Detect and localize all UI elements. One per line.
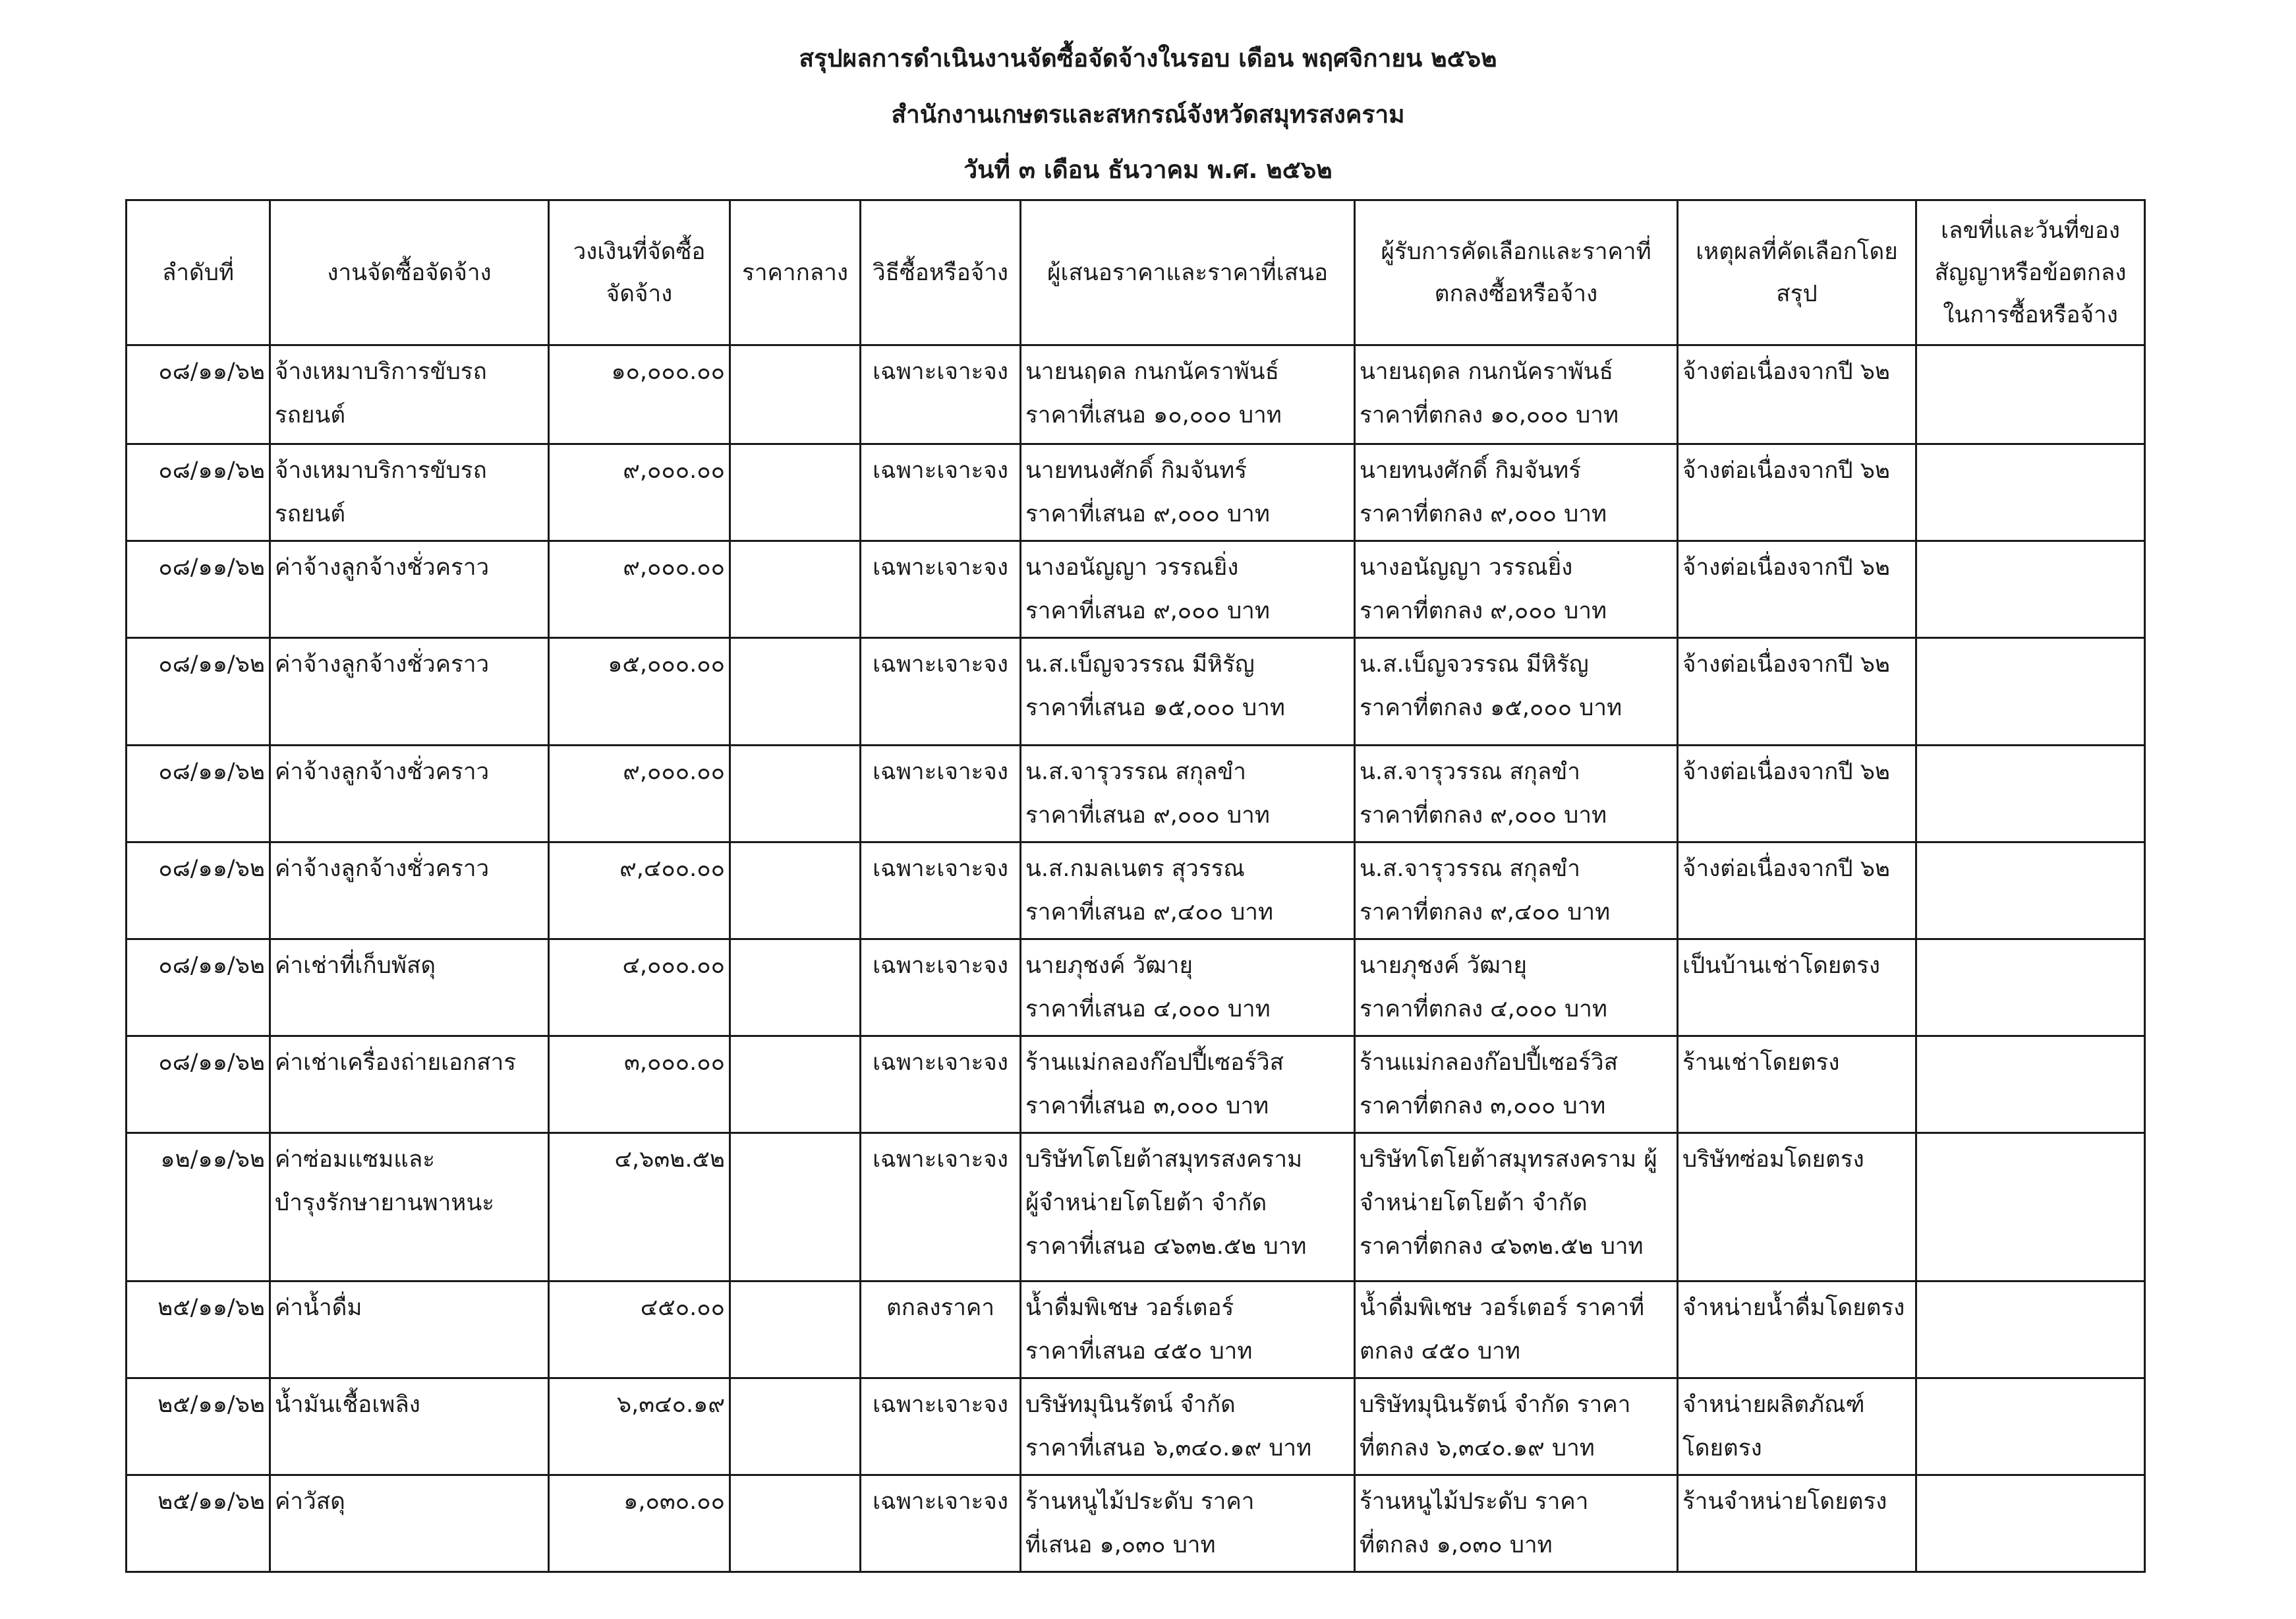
- cell-ref-price: [730, 1281, 861, 1378]
- cell-bidder: [1021, 746, 1355, 842]
- cell-text-bidder-2: ราคาที่เสนอ ๔,๐๐๐ บาท: [1025, 996, 1271, 1022]
- cell-text-method: เฉพาะเจาะจง: [873, 856, 1008, 882]
- cell-text-bidder-1: ร้านหนูไม้ประดับ ราคา: [1025, 1488, 1255, 1515]
- cell-text-budget: ๑๕,๐๐๐.๐๐: [608, 651, 725, 678]
- table-row: [127, 444, 2145, 541]
- cell-text-winner-1: น.ส.เบ็ญจวรรณ มีหิรัญ: [1360, 651, 1589, 678]
- cell-text-bidder-1: บริษัทมุนินรัตน์ จำกัด: [1025, 1392, 1236, 1418]
- cell-date: [127, 638, 270, 746]
- cell-bidder: [1021, 541, 1355, 638]
- cell-winner: [1355, 1133, 1678, 1281]
- cell-text-budget: ๓,๐๐๐.๐๐: [624, 1049, 725, 1076]
- cell-reason: [1678, 1378, 1916, 1475]
- cell-budget: [549, 1281, 730, 1378]
- cell-winner: [1355, 1378, 1678, 1475]
- cell-method: [861, 1378, 1021, 1475]
- cell-reason: [1678, 842, 1916, 939]
- cell-text-reason-1: จำหน่ายผลิตภัณฑ์: [1682, 1392, 1865, 1418]
- cell-text-bidder-1: บริษัทโตโยต้าสมุทรสงคราม: [1025, 1146, 1303, 1173]
- cell-text-winner-1: บริษัทโตโยต้าสมุทรสงคราม ผู้: [1360, 1146, 1657, 1173]
- cell-text-winner-2: ราคาที่ตกลง ๙,๐๐๐ บาท: [1360, 501, 1607, 527]
- cell-item: [270, 1378, 549, 1475]
- cell-reason: [1678, 638, 1916, 746]
- cell-text-method: เฉพาะเจาะจง: [873, 457, 1008, 484]
- cell-ref-price: [730, 939, 861, 1036]
- cell-text-winner-1: นายนฤดล กนกนัคราพันธ์: [1360, 359, 1613, 385]
- cell-text-date: ๐๘/๑๑/๖๒: [158, 1049, 265, 1076]
- cell-budget: [549, 1036, 730, 1133]
- cell-date: [127, 746, 270, 842]
- cell-text-bidder-2: ราคาที่เสนอ ๑๐,๐๐๐ บาท: [1025, 402, 1282, 428]
- cell-text-reason-1: จ้างต่อเนื่องจากปี ๖๒: [1682, 359, 1890, 385]
- cell-bidder: [1021, 1475, 1355, 1572]
- cell-text-item-1: ค่าจ้างลูกจ้างชั่วคราว: [275, 759, 490, 785]
- cell-winner: [1355, 1281, 1678, 1378]
- cell-ref-price: [730, 746, 861, 842]
- cell-winner: [1355, 638, 1678, 746]
- cell-reason: [1678, 345, 1916, 444]
- cell-method: [861, 638, 1021, 746]
- cell-text-item-1: ค่าเช่าเครื่องถ่ายเอกสาร: [275, 1049, 517, 1076]
- cell-date: [127, 1378, 270, 1475]
- cell-budget: [549, 1378, 730, 1475]
- cell-contract: [1916, 1133, 2145, 1281]
- cell-text-method: เฉพาะเจาะจง: [873, 759, 1008, 785]
- table-row: [127, 1133, 2145, 1281]
- cell-bidder: [1021, 444, 1355, 541]
- cell-reason: [1678, 1036, 1916, 1133]
- table-row: [127, 939, 2145, 1036]
- cell-text-item-1: ค่าเช่าที่เก็บพัสดุ: [275, 953, 436, 979]
- cell-bidder: [1021, 345, 1355, 444]
- cell-text-date: ๐๘/๑๑/๖๒: [158, 359, 265, 385]
- cell-winner: [1355, 842, 1678, 939]
- cell-text-bidder-2: ผู้จำหน่ายโตโยต้า จำกัด: [1025, 1190, 1267, 1216]
- cell-winner: [1355, 1036, 1678, 1133]
- cell-text-bidder-2: ราคาที่เสนอ ๓,๐๐๐ บาท: [1025, 1093, 1269, 1119]
- cell-text-date: ๐๘/๑๑/๖๒: [158, 554, 265, 581]
- cell-item: [270, 541, 549, 638]
- cell-ref-price: [730, 1378, 861, 1475]
- cell-text-bidder-2: ราคาที่เสนอ ๙,๔๐๐ บาท: [1025, 899, 1274, 926]
- cell-text-item-1: ค่าวัสดุ: [275, 1488, 345, 1515]
- col-header-ref-price: ราคากลาง: [730, 200, 861, 345]
- cell-reason: [1678, 541, 1916, 638]
- cell-contract: [1916, 1036, 2145, 1133]
- cell-text-bidder-1: นางอนัญญา วรรณยิ่ง: [1025, 554, 1239, 581]
- cell-text-item-1: ค่าจ้างลูกจ้างชั่วคราว: [275, 856, 490, 882]
- cell-bidder: [1021, 1133, 1355, 1281]
- cell-reason: [1678, 1281, 1916, 1378]
- cell-text-winner-2: ราคาที่ตกลง ๙,๐๐๐ บาท: [1360, 598, 1607, 624]
- cell-text-winner-1: น้ำดื่มพิเชษ วอร์เตอร์ ราคาที่: [1360, 1295, 1645, 1321]
- cell-method: [861, 939, 1021, 1036]
- cell-item: [270, 444, 549, 541]
- cell-text-winner-1: นายภุชงค์ วัฒายุ: [1360, 953, 1527, 979]
- table-row: [127, 638, 2145, 746]
- cell-text-item-1: น้ำมันเชื้อเพลิง: [275, 1392, 420, 1418]
- cell-text-reason-1: ร้านจำหน่ายโดยตรง: [1682, 1488, 1887, 1515]
- cell-text-winner-1: ร้านแม่กลองก๊อปปี้เซอร์วิส: [1360, 1049, 1618, 1076]
- cell-text-budget: ๖,๓๔๐.๑๙: [616, 1392, 725, 1418]
- cell-bidder: [1021, 842, 1355, 939]
- cell-method: [861, 1133, 1021, 1281]
- cell-contract: [1916, 939, 2145, 1036]
- table-row: [127, 1378, 2145, 1475]
- cell-text-bidder-2: ราคาที่เสนอ ๖,๓๔๐.๑๙ บาท: [1025, 1435, 1312, 1461]
- cell-reason: [1678, 939, 1916, 1036]
- cell-winner: [1355, 746, 1678, 842]
- cell-text-item-1: จ้างเหมาบริการขับรถ: [275, 359, 487, 385]
- report-title: สรุปผลการดำเนินงานจัดซื้อจัดจ้างในรอบ เดือน พฤศจิกายน ๒๕๖๒: [799, 44, 1497, 73]
- cell-text-winner-2: ตกลง ๔๕๐ บาท: [1360, 1338, 1520, 1365]
- cell-text-reason-1: จ้างต่อเนื่องจากปี ๖๒: [1682, 554, 1890, 581]
- cell-text-date: ๒๕/๑๑/๖๒: [158, 1392, 265, 1418]
- cell-text-budget: ๔๕๐.๐๐: [640, 1295, 725, 1321]
- cell-method: [861, 345, 1021, 444]
- cell-text-item-2: รถยนต์: [275, 402, 346, 428]
- cell-text-date: ๒๕/๑๑/๖๒: [158, 1295, 265, 1321]
- cell-text-winner-2: ราคาที่ตกลง ๙,๔๐๐ บาท: [1360, 899, 1611, 926]
- cell-text-winner-1: นายทนงศักดิ์ กิมจันทร์: [1360, 457, 1582, 484]
- cell-text-winner-3: ราคาที่ตกลง ๔๖๓๒.๕๒ บาท: [1360, 1233, 1644, 1260]
- cell-winner: [1355, 444, 1678, 541]
- cell-contract: [1916, 541, 2145, 638]
- cell-text-method: เฉพาะเจาะจง: [873, 554, 1008, 581]
- col-header-order: ลำดับที่: [127, 200, 270, 345]
- cell-budget: [549, 1133, 730, 1281]
- cell-text-reason-1: จ้างต่อเนื่องจากปี ๖๒: [1682, 759, 1890, 785]
- cell-budget: [549, 638, 730, 746]
- cell-contract: [1916, 842, 2145, 939]
- cell-item: [270, 1475, 549, 1572]
- table-row: [127, 1475, 2145, 1572]
- cell-text-method: เฉพาะเจาะจง: [873, 359, 1008, 385]
- cell-text-budget: ๙,๔๐๐.๐๐: [619, 856, 725, 882]
- cell-text-budget: ๔,๐๐๐.๐๐: [622, 953, 725, 979]
- cell-text-bidder-2: ราคาที่เสนอ ๔๕๐ บาท: [1025, 1338, 1253, 1365]
- cell-text-bidder-2: ที่เสนอ ๑,๐๓๐ บาท: [1025, 1532, 1216, 1558]
- cell-method: [861, 1036, 1021, 1133]
- col-header-bidder: ผู้เสนอราคาและราคาที่เสนอ: [1021, 200, 1355, 345]
- cell-text-item-2: รถยนต์: [275, 501, 346, 527]
- cell-date: [127, 842, 270, 939]
- cell-date: [127, 345, 270, 444]
- cell-ref-price: [730, 541, 861, 638]
- cell-method: [861, 1281, 1021, 1378]
- cell-item: [270, 638, 549, 746]
- cell-ref-price: [730, 1475, 861, 1572]
- cell-text-winner-2: ราคาที่ตกลง ๑๕,๐๐๐ บาท: [1360, 695, 1622, 721]
- cell-date: [127, 1133, 270, 1281]
- cell-bidder: [1021, 939, 1355, 1036]
- cell-method: [861, 541, 1021, 638]
- cell-text-method: เฉพาะเจาะจง: [873, 1146, 1008, 1173]
- cell-text-item-1: จ้างเหมาบริการขับรถ: [275, 457, 487, 484]
- cell-text-bidder-3: ราคาที่เสนอ ๔๖๓๒.๕๒ บาท: [1025, 1233, 1307, 1260]
- cell-text-budget: ๙,๐๐๐.๐๐: [623, 759, 725, 785]
- cell-text-method: ตกลงราคา: [886, 1295, 994, 1321]
- col-header-budget: วงเงินที่จัดซื้อ จัดจ้าง: [549, 200, 730, 345]
- col-header-reason: เหตุผลที่คัดเลือกโดย สรุป: [1678, 200, 1916, 345]
- cell-text-reason-1: บริษัทซ่อมโดยตรง: [1682, 1146, 1864, 1173]
- cell-text-date: ๑๒/๑๑/๖๒: [160, 1146, 265, 1173]
- table-row: [127, 345, 2145, 444]
- cell-item: [270, 1133, 549, 1281]
- cell-text-winner-2: ที่ตกลง ๑,๐๓๐ บาท: [1360, 1532, 1553, 1558]
- table-row: [127, 746, 2145, 842]
- cell-ref-price: [730, 842, 861, 939]
- cell-winner: [1355, 1475, 1678, 1572]
- cell-text-item-1: ค่าซ่อมแซมและ: [275, 1146, 436, 1173]
- cell-winner: [1355, 541, 1678, 638]
- cell-contract: [1916, 444, 2145, 541]
- cell-text-winner-1: ร้านหนูไม้ประดับ ราคา: [1360, 1488, 1589, 1515]
- cell-text-date: ๐๘/๑๑/๖๒: [158, 856, 265, 882]
- cell-item: [270, 939, 549, 1036]
- cell-date: [127, 1036, 270, 1133]
- cell-text-method: เฉพาะเจาะจง: [873, 953, 1008, 979]
- cell-text-bidder-2: ราคาที่เสนอ ๙,๐๐๐ บาท: [1025, 501, 1270, 527]
- cell-contract: [1916, 1378, 2145, 1475]
- cell-contract: [1916, 1281, 2145, 1378]
- cell-text-bidder-1: นายภุชงค์ วัฒายุ: [1025, 953, 1193, 979]
- report-date: วันที่ ๓ เดือน ธันวาคม พ.ศ. ๒๕๖๒: [963, 156, 1333, 184]
- cell-text-reason-1: ร้านเช่าโดยตรง: [1682, 1049, 1840, 1076]
- cell-bidder: [1021, 638, 1355, 746]
- table-row: [127, 541, 2145, 638]
- cell-text-method: เฉพาะเจาะจง: [873, 1392, 1008, 1418]
- cell-text-bidder-1: นายทนงศักดิ์ กิมจันทร์: [1025, 457, 1248, 484]
- cell-text-budget: ๔,๖๓๒.๕๒: [614, 1146, 725, 1173]
- cell-budget: [549, 842, 730, 939]
- cell-text-item-1: ค่าจ้างลูกจ้างชั่วคราว: [275, 554, 490, 581]
- cell-contract: [1916, 1475, 2145, 1572]
- cell-method: [861, 1475, 1021, 1572]
- cell-text-bidder-1: น.ส.เบ็ญจวรรณ มีหิรัญ: [1025, 651, 1255, 678]
- cell-item: [270, 345, 549, 444]
- table-row: [127, 1036, 2145, 1133]
- cell-text-date: ๒๕/๑๑/๖๒: [158, 1488, 265, 1515]
- cell-text-reason-1: จำหน่ายน้ำดื่มโดยตรง: [1682, 1295, 1905, 1321]
- cell-date: [127, 939, 270, 1036]
- agency-name: สำนักงานเกษตรและสหกรณ์จังหวัดสมุทรสงคราม: [891, 100, 1405, 129]
- cell-text-bidder-2: ราคาที่เสนอ ๙,๐๐๐ บาท: [1025, 598, 1270, 624]
- cell-bidder: [1021, 1036, 1355, 1133]
- cell-text-budget: ๑๐,๐๐๐.๐๐: [611, 359, 725, 385]
- cell-item: [270, 1281, 549, 1378]
- cell-text-date: ๐๘/๑๑/๖๒: [158, 953, 265, 979]
- cell-text-item-1: ค่าน้ำดื่ม: [275, 1295, 362, 1321]
- cell-ref-price: [730, 1133, 861, 1281]
- cell-text-method: เฉพาะเจาะจง: [873, 1488, 1008, 1515]
- cell-date: [127, 1475, 270, 1572]
- col-header-method: วิธีซื้อหรือจ้าง: [861, 200, 1021, 345]
- cell-date: [127, 444, 270, 541]
- cell-text-bidder-1: นายนฤดล กนกนัคราพันธ์: [1025, 359, 1279, 385]
- col-header-winner: ผู้รับการคัดเลือกและราคาที่ ตกลงซื้อหรือจ้าง: [1355, 200, 1678, 345]
- cell-bidder: [1021, 1378, 1355, 1475]
- cell-text-winner-2: ราคาที่ตกลง ๓,๐๐๐ บาท: [1360, 1093, 1606, 1119]
- cell-text-bidder-1: น้ำดื่มพิเชษ วอร์เตอร์: [1025, 1295, 1234, 1321]
- cell-contract: [1916, 746, 2145, 842]
- cell-budget: [549, 939, 730, 1036]
- cell-text-method: เฉพาะเจาะจง: [873, 651, 1008, 678]
- cell-text-reason-1: จ้างต่อเนื่องจากปี ๖๒: [1682, 651, 1890, 678]
- col-header-item: งานจัดซื้อจัดจ้าง: [270, 200, 549, 345]
- cell-item: [270, 746, 549, 842]
- cell-budget: [549, 444, 730, 541]
- cell-winner: [1355, 345, 1678, 444]
- cell-reason: [1678, 746, 1916, 842]
- cell-ref-price: [730, 444, 861, 541]
- cell-budget: [549, 746, 730, 842]
- cell-winner: [1355, 939, 1678, 1036]
- cell-date: [127, 1281, 270, 1378]
- cell-text-date: ๐๘/๑๑/๖๒: [158, 457, 265, 484]
- cell-text-bidder-1: ร้านแม่กลองก๊อปปี้เซอร์วิส: [1025, 1049, 1284, 1076]
- cell-text-reason-1: เป็นบ้านเช่าโดยตรง: [1682, 953, 1880, 979]
- cell-text-winner-2: ราคาที่ตกลง ๙,๐๐๐ บาท: [1360, 802, 1607, 829]
- cell-text-reason-1: จ้างต่อเนื่องจากปี ๖๒: [1682, 457, 1890, 484]
- table-row: [127, 842, 2145, 939]
- cell-text-budget: ๙,๐๐๐.๐๐: [623, 457, 725, 484]
- cell-reason: [1678, 444, 1916, 541]
- cell-item: [270, 1036, 549, 1133]
- cell-text-bidder-2: ราคาที่เสนอ ๑๕,๐๐๐ บาท: [1025, 695, 1285, 721]
- cell-contract: [1916, 345, 2145, 444]
- table-body: [127, 345, 2145, 1572]
- cell-text-winner-2: จำหน่ายโตโยต้า จำกัด: [1360, 1190, 1588, 1216]
- cell-ref-price: [730, 1036, 861, 1133]
- cell-text-date: ๐๘/๑๑/๖๒: [158, 651, 265, 678]
- cell-method: [861, 444, 1021, 541]
- cell-text-winner-2: ที่ตกลง ๖,๓๔๐.๑๙ บาท: [1360, 1435, 1595, 1461]
- cell-text-winner-1: น.ส.จารุวรรณ สกุลขำ: [1360, 856, 1580, 882]
- cell-text-winner-1: น.ส.จารุวรรณ สกุลขำ: [1360, 759, 1580, 785]
- cell-text-winner-2: ราคาที่ตกลง ๑๐,๐๐๐ บาท: [1360, 402, 1619, 428]
- cell-budget: [549, 1475, 730, 1572]
- cell-text-budget: ๑,๐๓๐.๐๐: [623, 1488, 725, 1515]
- table-header-row: [127, 200, 2145, 345]
- table-row: [127, 1281, 2145, 1378]
- cell-contract: [1916, 638, 2145, 746]
- cell-text-budget: ๙,๐๐๐.๐๐: [623, 554, 725, 581]
- cell-text-bidder-1: น.ส.จารุวรรณ สกุลขำ: [1025, 759, 1246, 785]
- cell-ref-price: [730, 638, 861, 746]
- procurement-table: [125, 199, 2146, 1573]
- cell-reason: [1678, 1475, 1916, 1572]
- cell-bidder: [1021, 1281, 1355, 1378]
- cell-method: [861, 842, 1021, 939]
- cell-text-winner-1: บริษัทมุนินรัตน์ จำกัด ราคา: [1360, 1392, 1631, 1418]
- cell-text-item-1: ค่าจ้างลูกจ้างชั่วคราว: [275, 651, 490, 678]
- col-header-contract: เลขที่และวันที่ของ สัญญาหรือข้อตกลง ในการซื้อหรือจ้าง: [1916, 200, 2145, 345]
- cell-item: [270, 842, 549, 939]
- cell-text-winner-1: นางอนัญญา วรรณยิ่ง: [1360, 554, 1573, 581]
- cell-text-bidder-2: ราคาที่เสนอ ๙,๐๐๐ บาท: [1025, 802, 1270, 829]
- cell-budget: [549, 541, 730, 638]
- cell-text-winner-2: ราคาที่ตกลง ๔,๐๐๐ บาท: [1360, 996, 1607, 1022]
- cell-method: [861, 746, 1021, 842]
- cell-date: [127, 541, 270, 638]
- cell-text-bidder-1: น.ส.กมลเนตร สุวรรณ: [1025, 856, 1245, 882]
- cell-text-date: ๐๘/๑๑/๖๒: [158, 759, 265, 785]
- cell-text-reason-1: จ้างต่อเนื่องจากปี ๖๒: [1682, 856, 1890, 882]
- cell-text-method: เฉพาะเจาะจง: [873, 1049, 1008, 1076]
- cell-reason: [1678, 1133, 1916, 1281]
- cell-budget: [549, 345, 730, 444]
- cell-text-reason-2: โดยตรง: [1682, 1435, 1762, 1461]
- document-header: [0, 46, 2296, 182]
- cell-text-item-2: บำรุงรักษายานพาหนะ: [275, 1190, 495, 1216]
- cell-ref-price: [730, 345, 861, 444]
